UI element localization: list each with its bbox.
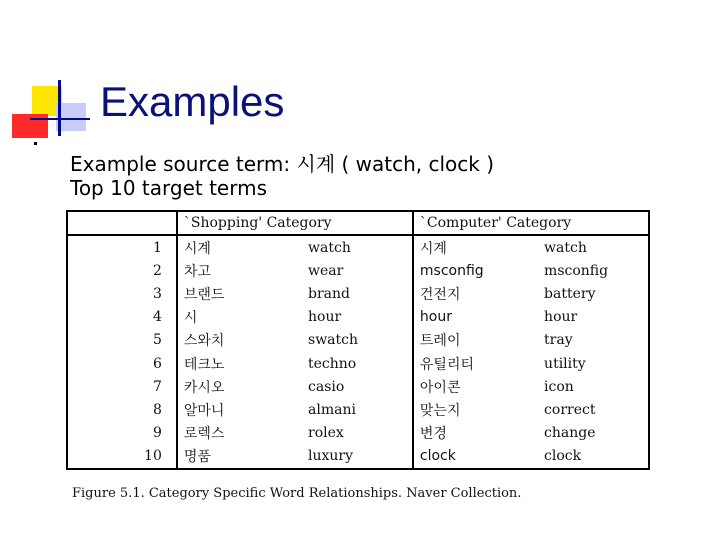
shopping-korean-term: 명품 (183, 449, 211, 466)
table-row (67, 282, 649, 305)
rank-cell: 5 (67, 329, 177, 352)
shopping-english-term: swatch (302, 329, 413, 352)
shopping-korean-term: 시 (183, 310, 198, 327)
table-row (67, 375, 649, 398)
computer-english-term: utility (544, 355, 586, 372)
shopping-korean-term: 테크노 (183, 356, 225, 373)
table-body (67, 235, 649, 469)
rank-cell: 10 (67, 445, 177, 469)
rank-cell: 3 (67, 282, 177, 305)
shopping-english-term: casio (302, 375, 413, 398)
table-row (67, 235, 649, 259)
computer-english-term: tray (544, 332, 573, 349)
computer-korean-term: 변경 (419, 426, 447, 443)
computer-english-term: clock (544, 448, 582, 465)
computer-korean-term: msconfig (419, 262, 484, 279)
shopping-korean-term: 카시오 (183, 379, 225, 396)
table-header-row (67, 211, 649, 235)
rank-cell: 9 (67, 422, 177, 445)
rank-cell: 4 (67, 306, 177, 329)
shopping-english-term: watch (302, 235, 413, 259)
computer-korean-term: 맞는지 (419, 402, 461, 419)
slide-title: Examples (100, 78, 285, 125)
figure-heading (70, 152, 494, 200)
bullet-vertical-line (58, 80, 61, 136)
shopping-korean-term: 스와치 (183, 333, 225, 350)
shopping-korean-term: 브랜드 (183, 286, 225, 303)
shopping-english-term: rolex (302, 422, 413, 445)
header-rank (67, 211, 177, 235)
shopping-korean-term: 차고 (183, 263, 211, 280)
computer-english-term: msconfig (544, 262, 609, 279)
computer-english-term: hour (544, 309, 578, 326)
bullet-horizontal-line (30, 118, 90, 120)
rank-cell: 2 (67, 259, 177, 282)
rank-cell: 8 (67, 398, 177, 421)
computer-korean-term: hour (419, 309, 452, 326)
computer-english-term: battery (544, 285, 596, 302)
figure-caption: Figure 5.1. Category Specific Word Relationships. Naver Collection. (72, 486, 522, 501)
shopping-korean-term: 로렉스 (183, 426, 225, 443)
table-row (67, 398, 649, 421)
computer-english-term: icon (544, 378, 574, 395)
rank-cell: 1 (67, 235, 177, 259)
shopping-english-term: techno (302, 352, 413, 375)
computer-english-term: correct (544, 401, 596, 418)
table-row (67, 422, 649, 445)
target-terms-line: Top 10 target terms (70, 176, 268, 200)
computer-english-term: change (544, 425, 596, 442)
computer-korean-term: clock (419, 448, 456, 465)
table-row (67, 329, 649, 352)
header-computer-category: `Computer' Category (413, 211, 649, 235)
rank-cell: 7 (67, 375, 177, 398)
computer-korean-term: 건전지 (419, 286, 461, 303)
shopping-korean-term: 시계 (183, 240, 211, 257)
term-table (66, 210, 650, 470)
table-row (67, 259, 649, 282)
computer-korean-term: 유틸리티 (419, 356, 475, 373)
computer-korean-term: 시계 (419, 240, 447, 257)
shopping-english-term: brand (302, 282, 413, 305)
shopping-english-term: wear (302, 259, 413, 282)
table-row (67, 352, 649, 375)
bullet-dot (34, 142, 37, 145)
table-row (67, 445, 649, 469)
shopping-english-term: hour (302, 306, 413, 329)
shopping-korean-term: 알마니 (183, 402, 225, 419)
source-term-line: Example source term: 시계 ( watch, clock ) (70, 152, 495, 176)
shopping-english-term: almani (302, 398, 413, 421)
computer-korean-term: 아이콘 (419, 379, 461, 396)
header-shopping-category: `Shopping' Category (177, 211, 413, 235)
shopping-english-term: luxury (302, 445, 413, 469)
rank-cell: 6 (67, 352, 177, 375)
computer-english-term: watch (544, 239, 587, 256)
table-row (67, 306, 649, 329)
computer-korean-term: 트레이 (419, 333, 461, 350)
